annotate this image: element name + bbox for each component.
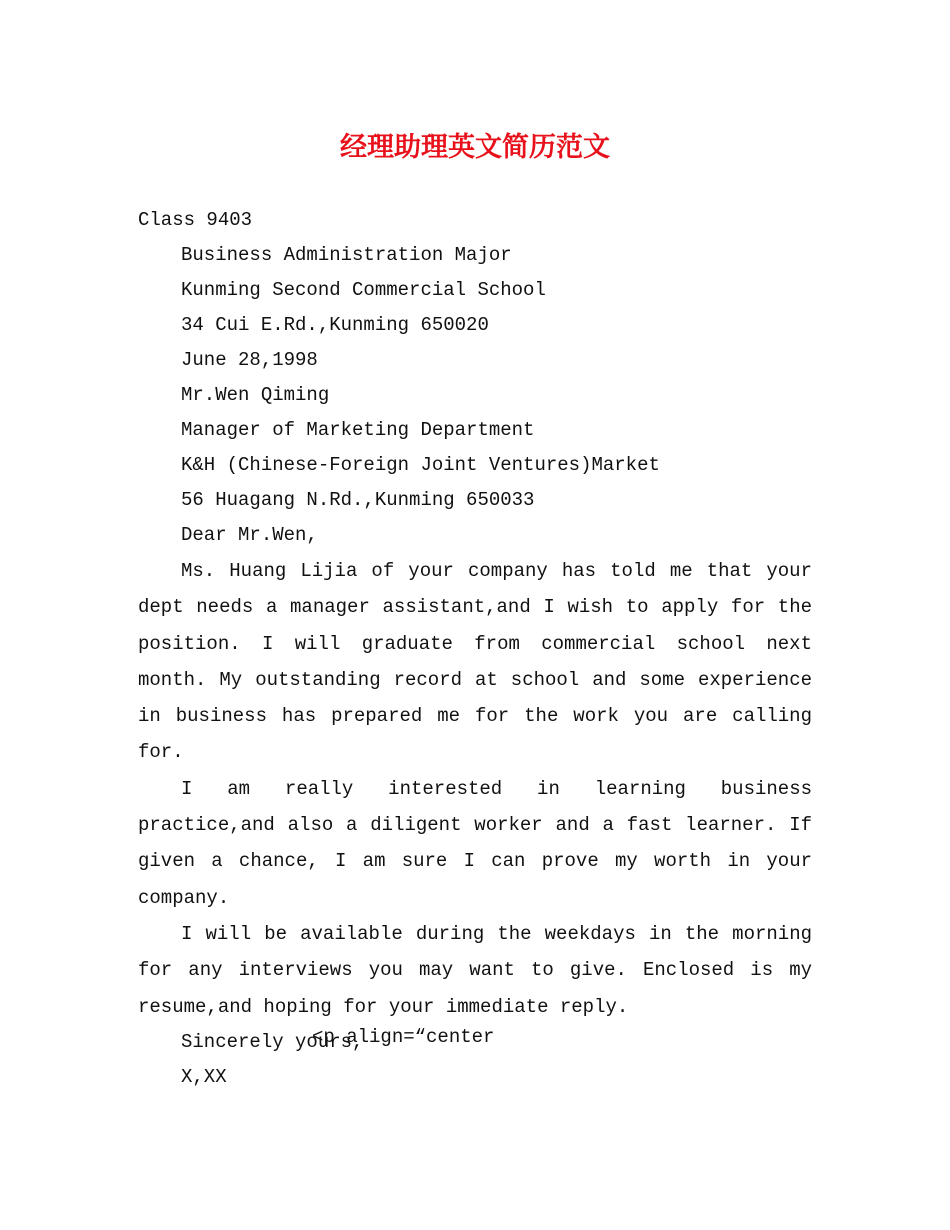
sender-class: Class 9403 bbox=[138, 209, 253, 231]
letter-body bbox=[138, 203, 812, 1095]
body-paragraph-2: I am really interested in learning business practice,and also a diligent worker and a fast learner. If given a chance, I am sure I can prove my worth in your company. bbox=[138, 777, 812, 909]
recipient-name: Mr.Wen Qiming bbox=[181, 384, 330, 406]
document-title: 经理助理英文简历范文 bbox=[340, 132, 610, 163]
recipient-company: K&H (Chinese-Foreign Joint Ventures)Market bbox=[181, 454, 660, 476]
closing: Sincerely yours, bbox=[181, 1030, 364, 1053]
sender-major: Business Administration Major bbox=[181, 244, 512, 266]
leftover-markup-text: <p align=“center bbox=[312, 1026, 495, 1048]
salutation: Dear Mr.Wen, bbox=[181, 524, 318, 546]
sender-address: 34 Cui E.Rd.,Kunming 650020 bbox=[181, 314, 489, 336]
letter-date: June 28,1998 bbox=[181, 349, 318, 371]
body-paragraph-3: I will be available during the weekdays in the morning for any interviews you may want to give. Enclosed is my resume,and hoping for your immediate reply. bbox=[138, 922, 812, 1018]
recipient-address: 56 Huagang N.Rd.,Kunming 650033 bbox=[181, 489, 535, 511]
recipient-title: Manager of Marketing Department bbox=[181, 419, 535, 441]
signature: X,XX bbox=[181, 1065, 227, 1088]
body-paragraph-1: Ms. Huang Lijia of your company has told me that your dept needs a manager assistant,and I wish to apply for the position. I will graduate from commercial school next month. My outstanding record at school and some experience in business has prepared me for the work you are calling for. bbox=[138, 560, 812, 764]
sender-school: Kunming Second Commercial School bbox=[181, 279, 546, 301]
